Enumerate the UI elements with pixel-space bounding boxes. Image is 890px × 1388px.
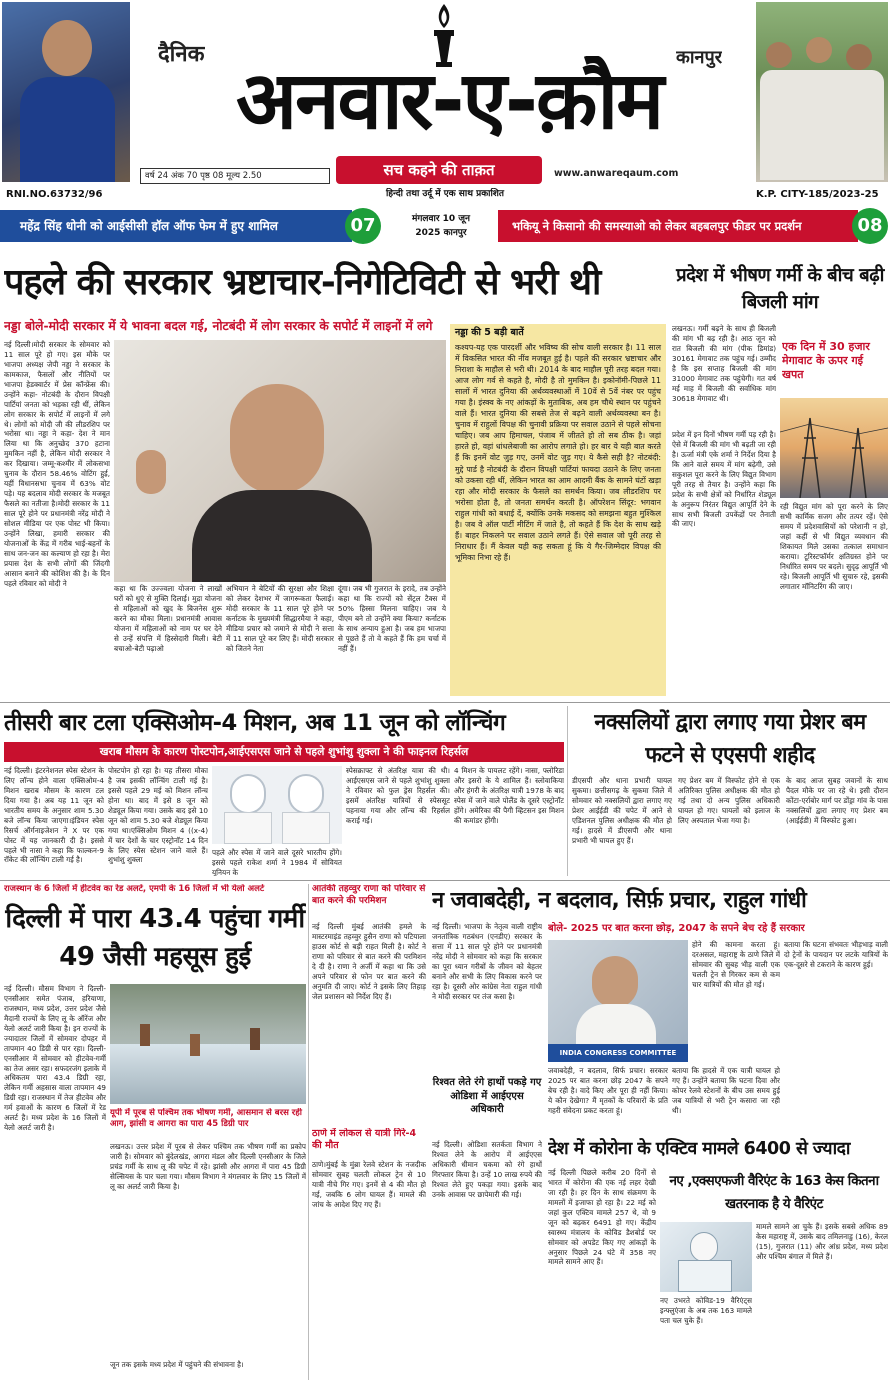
train-title: ठाणे में लोकल से यात्री गिरे-4 की मौत xyxy=(312,1128,417,1152)
axiom-subhead-bar xyxy=(4,742,564,762)
rahul-col2: होने की कामना करता हूं। दरअसल, महाराष्ट्र के ठाणे जिले में सोमवार की सुबह भीड़ वाली एक चलती ट्रेन से गिरकर कम से कम चार यात्रियों की मौत हो गई। xyxy=(692,940,780,989)
nadda-box xyxy=(450,324,666,696)
ticker-right-text: भकियू ने किसानो की समस्याओ को लेकर बहबलपुर फीडर पर प्रदर्शन xyxy=(512,219,802,233)
axiom-col1: नई दिल्ली। इंटरनेशनल स्पेस स्टेशन के लिए लॉन्च होने वाला एक्सिओम-4 मिशन खराब मौसम के कारण टल दिया गया है। अब यह 11 जून को भारतीय समय के अनुसार शाम 5.30 बजे लॉन्च किया जाएगा।इंडियन स्पेस रिसर्च ऑर्गनाइजेशन ने X पर एक पोस्ट में यह जानकारी दी है। इससे पहले भी नासा ने कहा कि फाल्कन-9 रॉकेट की लॉन्चिंग टाली गई है। xyxy=(4,766,104,865)
astronauts-photo xyxy=(212,766,342,844)
covid-box-title: नए ,एक्सएफजी वैरिएंट के 163 केस कितना खतरनाक है ये वैरिएंट xyxy=(669,1174,879,1212)
covid-box-text1: नए उभरते कोविड-19 वैरिएंट्स इन्फ्लुएंजा के अब तक 163 मामले पता चल चुके हैं। xyxy=(660,1296,752,1325)
heat-text-b: प्रदेश में इन दिनों भीषण गर्मी पड़ रही है। ऐसे में बिजली की मांग भी बढ़ती जा रही है। ऊर्जा मंत्री एके शर्मा ने निर्देश दिया है कि आने वाले समय में मांग बढ़ेगी, उसे सकुशल पूरा करने के लिए विद्युत विभाग पूरी तरह से तैयार है। उन्होंने कहा कि प्रदेश के सभी क्षेत्रों को निर्धारित शेड्यूल के अनुरूप निरंतर विद्युत आपूर्ति देने के साथ सभी बिजली उपकेंद्रों पर तैनाती की जाए। xyxy=(672,430,776,529)
rahul-banner: INDIA CONGRESS COMMITTEE xyxy=(559,1049,677,1057)
website: www.anwareqaum.com xyxy=(554,168,679,179)
ticker-left xyxy=(0,210,352,242)
dhoni-photo xyxy=(2,2,130,182)
heatwave-headline: दिल्ली में पारा 43.4 पहुंचा गर्मी 49 जैसी महसूस हुई xyxy=(5,904,305,972)
power-tower-photo xyxy=(780,398,888,498)
axiom-headline: तीसरी बार टला एक्सिओम-4 मिशन, अब 11 जून को लॉन्चिंग xyxy=(4,710,506,736)
masthead-subtitle: हिन्दी तथा उर्दू में एक साथ प्रकाशित xyxy=(385,189,505,199)
covid-box-text2: मामले सामने आ चुके हैं। इसके सबसे अधिक 89 केस महाराष्ट्र में, उसके बाद तमिलनाडु (16), केरल (15), गुजरात (11) और आंध्र प्रदेश, मध्य प्रदेश और पश्चिम बंगाल में मिले हैं। xyxy=(756,1222,888,1261)
meta-line: वर्ष 24 अंक 70 पृष्ठ 08 मूल्य 2.50 xyxy=(140,168,330,184)
heatwave-text: नई दिल्ली। मौसम विभाग ने दिल्ली-एनसीआर समेत पंजाब, हरियाणा, राजस्थान, मध्य प्रदेश, उत्तर प्रदेश जैसे मैदानी राज्यों के लिए लू के ऑरेंज और येलो अलर्ट जारी किया है। इन राज्यों के ज्यादातर जिलों में सोमवार दोपहर में तापमान 40 डिग्री से पार रहा। दिल्ली-एनसीआर में सोमवार को हीटवेव-गर्मी का तेज असर रहा। सफदरजंग इलाके में अधिकतम पारा 43.4 डिग्री रहा, लेकिन गर्मी अहसास वाला तापमान 49 डिग्री रहा। राजस्थान में तेज हीटवेव और गर्म हवाओं के कारण 6 जिलों में रेड अलर्ट है। मध्य प्रदेश के 16 जिलों में येलो अलर्ट जारी है। xyxy=(4,984,106,1133)
heat-text-c: रही विद्युत मांग को पूरा करने के लिए सभी कार्मिक सजग और तत्पर रहें। ऐसे समय में प्रदेशवासियों को परेशानी न हो, जहां कहीं से भी विद्युत व्यवधान की शिकायत मिले उसका तत्काल समाधान कराया। टूरिस्टफॉर्मर क्षतिग्रस्त होने पर निर्धारित समय पर बदले। सुदृढ़ आपूर्ति भी रहे। बिजली आपूर्ति भी सुचारु रहे, इसकी लगातार मॉनिटरिंग की जाए। xyxy=(780,502,888,591)
axiom-caption: पहले और स्पेस में जाने वाले दूसरे भारतीय होंगे। इससे पहले राकेश शर्मा ने 1984 में सोवियत यूनियन के xyxy=(212,848,342,876)
lab-photo xyxy=(660,1222,752,1292)
naxal-col2: गए प्रेशर बम में विस्फोट होने से एक अतिरिक्त पुलिस अधीक्षक की मौत हो गई तथा दो अन्य पुलिस अधिकारी घायल हो गए। घायलों को इलाज के लिए अस्पताल भेजा गया है। xyxy=(678,776,780,825)
ticker-left-text: महेंद्र सिंह धोनी को आईसीसी हॉल ऑफ फेम में हुए शामिल xyxy=(20,219,278,233)
date-box xyxy=(392,212,490,242)
rahul-photo xyxy=(548,940,688,1062)
tagline: सच कहने की ताक़त xyxy=(383,161,495,179)
rahul-headline: न जवाबदेही, न बदलाव, सिर्फ़ प्रचार, राहुल गांधी xyxy=(432,888,807,913)
naxal-headline: नक्सलियों द्वारा लगाए गया प्रेशर बम फटने से एएसपी शहीद xyxy=(594,710,866,768)
tagline-box xyxy=(336,156,542,184)
lead-headline: पहले की सरकार भ्रष्टाचार-निगेटिविटी से भरी थी xyxy=(4,262,601,303)
rahul-col4: जवाबदेही, न बदलाव, सिर्फ प्रचार। सरकार 2025 पर बात करना छोड़ 2047 के सपने बेच रही है। वादे किए और पूरा ही नहीं किया। ये कौन देखेगा? मैं मृतकों के परिवारों के प्रति गहरी संवेदना प्रकट करता हूं। xyxy=(548,1066,668,1115)
masthead xyxy=(0,0,890,206)
axiom-col2: पोस्टपोन हो रहा है। यह तीसरा मौका है जब इसकी लॉन्चिंग टाली गई है। इससे पहले 29 मई को मिशन लॉन्च होना था। बाद में इसे 8 जून को शेड्यूल किया गया। उसके बाद इसे 10 जून को शाम 5.30 बजे शेड्यूल किया गया था।एक्सिओम मिशन 4 ((x-4) में चार देशों के चार एस्ट्रोनॉट 14 दिन के लिए स्पेस स्टेशन जाने वाले हैं। शुभांशु शुक्ला xyxy=(108,766,208,865)
rahul-col5: बताया कि हादसे में एक यात्री घायल हो गए हैं। उन्होंने बताया कि घटना दिवा और कोपर रेलवे स्टेशनों के बीच उस समय हुई जब यात्रियों से भरी ट्रेन कसारा जा रही थी। xyxy=(672,1066,780,1115)
train-text: ठाणे।मुंबई के मुंब्रा रेलवे स्टेशन के नजदीक सोमवार सुबह चलती लोकल ट्रेन से 10 यात्री नीचे गिर गए। इनमें से 4 की मौत हो गई, जबकि 6 लोग घायल हैं। मामले की जांच के आदेश दिए गए हैं। xyxy=(312,1160,426,1209)
naxal-col1: डीएसपी और थाना प्रभारी घायल सुकमा। छत्तीसगढ़ के सुकमा जिले में सोमवार को नक्सलियों द्वारा लगाए गए प्रेशर आईईडी की चपेट में आने से एडिशनल पुलिस अधीक्षक की मौत हो गई। हादसे में डीएसपी और थाना प्रभारी भी घायल हुए हैं। xyxy=(572,776,672,845)
naxal-col3: के बाद आज सुबह जवानों के साथ पैदल मौके पर जा रहे थे। इसी दौरान कोंटा-एर्राबोर मार्ग पर डोंड्रा गांव के पास नक्सलियों द्वारा लगाए गए प्रेशर बम (आईईडी) में विस्फोट हुआ। xyxy=(786,776,888,825)
ticker-right xyxy=(498,210,858,242)
lead-subhead: नड्डा बोले-मोदी सरकार में ये भावना बदल गई, नोटबंदी में लोग सरकार के सपोर्ट में लाइनों में लगे xyxy=(4,319,433,333)
divider-v2 xyxy=(308,884,309,1380)
terror-text: नई दिल्ली मुंबई आतंकी हमले के मास्टरमाइंड तहव्वुर हुसैन राणा को पटियाला हाउस कोर्ट से बड़ी राहत मिली है। कोर्ट ने राणा को परिवार से बात करने की परमिशन दे दी है। राणा ने अर्जी में कहा था कि उसे अपने परिवार से फोन पर बात करने की अनुमति दी जाए। कोर्ट ने इसके लिए तिहाड़ जेल प्रशासन को निर्देश दिए हैं। xyxy=(312,922,426,1001)
lead-col2: कहा था कि उज्ज्वला योजना ने लाखों घरों को धुएं से मुक्ति दिलाई। मुद्रा योजना से महिलाओं को खुद के बिजनेस शुरू करने का मौका मिला। प्रधानमंत्री आवास योजना में महिलाओं को नाम पर घर देने से उन्हें संपत्ति में हिस्सेदारी मिली। बेटी बचाओ-बेटी पढ़ाओ xyxy=(114,584,222,653)
date-line1: मंगलवार 10 जून xyxy=(411,214,471,224)
ticker-right-page: 08 xyxy=(852,208,888,244)
ticker-bar xyxy=(0,208,890,246)
date-line2: 2025 कानपुर xyxy=(415,228,467,238)
heat-headline: प्रदेश में भीषण गर्मी के बीच बढ़ी बिजली मांग xyxy=(676,265,884,313)
leaders-photo xyxy=(756,2,888,182)
axiom-subhead: खराब मौसम के कारण पोस्टपोन,आईएसएस जाने से पहले शुभांशु शुक्ला ने की फाइनल रिहर्सल xyxy=(99,745,469,758)
dainik-label: दैनिक xyxy=(158,42,205,67)
city-label: कानपुर xyxy=(676,47,723,68)
heat-text-a: लखनऊ। गर्मी बढ़ने के साथ ही बिजली की मांग भी बढ़ रही है। आठ जून को रात बिजली की मांग (पीक डिमांड) 30161 मेगावाट तक पहुंच गई। उम्मीद है कि इस सप्ताह बिजली की मांग 31000 मेगावाट तक पहुंचेगी। गत वर्ष मई माह में बिजली की सर्वाधिक मांग 30618 मेगावाट थी। xyxy=(672,324,776,403)
bathing-crowd-photo xyxy=(110,984,306,1104)
rni-number: RNI.NO.63732/96 xyxy=(6,189,103,200)
lead-col1: नई दिल्ली।मोदी सरकार के सोमवार को 11 साल पूरे हो गए। इस मौके पर भाजपा अध्यक्ष जेपी नड्डा ने सरकार के कामकाज, फैसलों और नीतियों पर भाजपा हेडक्वार्टर में प्रेस कॉन्फ्रेंस की। उन्होंने कहा- नोटबंदी के दौरान विपक्षी पार्टियां जनता को भड़का रही थीं, लेकिन लोग सरकार के सपोर्ट में लाइनों में लगे थे। लोगों को मोदी जी की लीडरशिप पर भरोसा था। नड्डा ने कहा- देश ने मान लिया था कि अनुच्छेद 370 हटाना मुमकिन नहीं है, लेकिन मोदी सरकार ने कर दिखाया। जम्मू-कश्मीर में लोकसभा चुनाव के दौरान 58.46% वोटिंग हुई, यहीं विधानसभा चुनाव में 63% वोट पड़े। यह बदलाव मोदी सरकार के मजबूत फैसले का नतीजा है।मोदी सरकार के 11 साल पूरे होने पर प्रधानमंत्री नरेंद्र मोदी ने सोशल मीडिया पर एक पोस्ट भी किया। उन्होंने लिखा, हमारी सरकार की योजनाओं के केंद्र में गरीब भाई-बहनों के साथ जन-जन का कल्याण हो रहा है। मेरा प्रयास देश के सभी लोगों की जिंदगी आसान बनाने की कोशिश की है। के दिन पहले रविवार को मोदी ने xyxy=(4,340,110,588)
newspaper-title: अनवार-ए-क़ौम xyxy=(235,56,663,146)
lead-col3: अभियान ने बेटियों की सुरक्षा और शिक्षा को लेकर देशभर में जागरूकता फैलाई।मोदी सरकार के 11 साल पूरे होने पर कर्नाटक के मुख्यमंत्री सिद्धारमैया ने कहा, मीडिया प्रचार को जमाने से मोदी ने सत्ता में 11 साल पूरे कर लिए हैं। मोदी सरकार को जितने नेता xyxy=(226,584,334,653)
up-heat-title: यूपी में पूरब से पश्चिम तक भीषण गर्मी, आसमान से बरस रही आग, झांसी व आगरा का पारा 45 डिग्री पार xyxy=(110,1108,302,1130)
odisha-text: नई दिल्ली। ओडिशा सतर्कता विभाग ने रिश्वत लेने के आरोप में आईएएस अधिकारी धीमान चकमा को रंगे हाथों गिरफ्तार किया है। उन्हें 10 लाख रुपये की रिश्वत लेते हुए पकड़ा गया। इसके बाद उनके आवास पर छापेमारी की गई। xyxy=(432,1140,542,1199)
ticker-left-page: 07 xyxy=(345,208,381,244)
rahul-col1: नई दिल्ली। भाजपा के नेतृत्व वाली राष्ट्रीय जनतांत्रिक गठबंधन (एनडीए) सरकार के सत्ता में 11 साल पूरे होने पर प्रधानमंत्री नरेंद्र मोदी ने सोमवार को कहा कि सरकार का पूरा ध्यान गरीबों के जीवन को बेहतर बनाने और सभी के लिए विकास करने पर रहा है। दूसरी ओर कांग्रेस नेता राहुल गांधी ने मोदी सरकार पर तंज कसा है। xyxy=(432,922,542,1001)
divider-1 xyxy=(0,702,890,703)
nadda-photo xyxy=(114,340,446,582)
divider-v1 xyxy=(567,706,568,876)
nadda-box-text: कश्यप-यह एक पारदर्शी और भविष्य की सोच वाली सरकार है। 11 साल में विकसित भारत की नींव मजबूत हुई है। पहले की सरकार भ्रष्टाचार और निराशा के माहौल से भरी थी। 2014 के बाद माहौल पूरी तरह बदल गया। आज लोग गर्व से कहते है, मोदी है तो मुमकिन है। इकोनॉमी-पिछले 11 सालों में भारत दुनिया की अर्थव्यवस्थाओं में 10वें से 5वें नंबर पर पहुंच गया है। इंस्क्व के नए आंकड़ों के मुताबिक, अब हम चौथे स्थान पर पहुंचने वाले हैं। भारत दुनिया की सबसे तेज से बढ़ने वाली अर्थव्यवस्था बन है। चुनाव में राहुलों विपक्ष की चुनावी प्रक्रिया पर सवाल उठाने से पहले सोचना चाहिए। जब आप हिमाचल, पंजाब में जीतते हो तो सब ठीक है। जहां हारते हो, वहां धांधलेबाजी का आरोप लगाते हो। हर बार ये यही बात करते हैं कि इनमें वोट जुड़ गए, उनमें वोट जुड़ गए। ये कैसे सही है? नोटबंदी: मुद्दे पार्ड है नोटबंदी के दौरान विपक्षी पार्टियां फायदा उठाने के लिए जनता को उकसा रही थीं, लेकिन भारत का आम आदमी बैंक के सामने घंटों खड़ा रहा और मोदी सरकार के फैसले का समर्थन किया। जब लीडरशिप पर भरोसा होता है, तो जनता समर्थन करती है। ऑपरेशन सिंदूर: भगवान राहुल गांधी को बधाई दें, क्योंकि उनके मकसद को समझना बहुत मुश्किल है। जब वे ऑल पार्टी मीटिंग में जाते है, तो कहते हैं कि देश के साथ खड़े हैं। बाहर निकलने पर सवाल उठाने लगते हैं। ऐसे सवाल जो पूरी तरह से निराधार हैं। मैं केवल यही कह सकता हूं कि ये गैर-जिम्मेदार विपक्ष की भूमिका निभा रहे हैं। xyxy=(455,342,661,562)
up-heat-text: लखनऊ। उत्तर प्रदेश में पूरब से लेकर पश्चिम तक भीषण गर्मी का प्रकोप जारी है। सोमवार को बुंदेलखंड, आगरा मंडल और दिल्ली एनसीआर के जिले प्रचंड गर्मी के साथ लू की चपेट में रहे। झांसी और आगरा में पारा 45 डिग्री सेल्सियस के पार चला गया। मौसम विभाग ने मंगलवार के लिए 15 जिलों में लू का अलर्ट जारी किया है। xyxy=(110,1142,306,1191)
nadda-box-title: नड्डा की 5 बड़ी बातें xyxy=(455,327,524,338)
lead-col4: दूंगा। जब भी गुजरात के इरादे, तब उन्होंने कहा था कि राज्यों को सेंट्रल टैक्स में 50% हिस्सा मिलना चाहिए। जब ये पीएम बने तो उन्होंने क्या किया? कर्नाटक के साथ अन्याय हुआ है। जब हम भाजपा से पूछते हैं तो वे कहते हैं कि हम चर्चा में नहीं हैं। xyxy=(338,584,446,653)
heat-highlight: एक दिन में 30 हजार मेगावाट के ऊपर गई खपत xyxy=(782,340,870,381)
covid-headline: देश में कोरोना के एक्टिव मामले 6400 से ज्यादा xyxy=(548,1139,850,1159)
covid-text: नई दिल्ली पिछले करीब 20 दिनों से भारत में कोरोना की एक नई लहर देखी जा रही है। हर दिन के साथ संक्रमण के मामलों में इजाफा हो रहा है। 22 मई को जहां कुल एक्टिव मामले 257 थे, वो 9 जून को बढ़कर 6491 हो गए। केंद्रीय स्वास्थ्य मंत्रालय के कोविड डैशबोर्ड पर सोमवार को अपडेट किए गए आंकड़ों के अनुसार पिछले 24 घंटे में 358 नए मामले सामने आए हैं। xyxy=(548,1168,656,1267)
axiom-col4: 4 मिशन के पायलट रहेंगे। नासा, फ्लोरिडा और इसरो के ये शामिल हैं। स्लोवाकिया और हंगरी के अंतरिक्ष यात्री 1978 के बाद स्पेस में जाने वाले पोलैंड के दूसरे एस्ट्रोनॉट होंगे। अमेरिका की पैगी व्हिटसन इस मिशन की कमांडर होंगी। xyxy=(454,766,564,825)
rahul-subhead: बोले- 2025 पर बात करना छोड़, 2047 के सपने बेच रहे हैं सरकार xyxy=(548,923,805,934)
terror-title: आतंकी तहव्वुर राणा को परिवार से बात करने की परमिशन xyxy=(312,884,426,906)
axiom-col3: स्पेसक्राफ्ट से अंतरिक्ष यात्रा की थी। आईएसएस जाने से पहले शुभांशु शुक्ला ने रविवार को फुल ड्रेस रिहर्सल की। इसमें अंतरिक्ष यात्रियों से स्पेससूट पहनाया गया और लॉन्च की रिहर्सल कराई गई। xyxy=(346,766,450,825)
kp-city-number: K.P. CITY-185/2023-25 xyxy=(756,189,879,200)
heatwave-footer: जून तक इसके मध्य प्रदेश में पहुंचने की संभावना है। xyxy=(110,1360,244,1369)
heatwave-redline: राजस्थान के 6 जिलों में हीटवेव का रेड अलर्ट, एमपी के 16 जिलों में भी येलो अलर्ट xyxy=(4,884,265,894)
divider-2 xyxy=(0,880,890,881)
rahul-col3: बताया कि घटना संभवतः भीड़भाड़ वाली दो ट्रेनों के पायदान पर लटके यात्रियों के एक-दूसरे से टकराने के कारण हुई। xyxy=(784,940,888,969)
odisha-title: रिश्वत लेते रंगे हाथों पकड़े गए ओडिशा में आईएएस अधिकारी xyxy=(432,1077,542,1115)
